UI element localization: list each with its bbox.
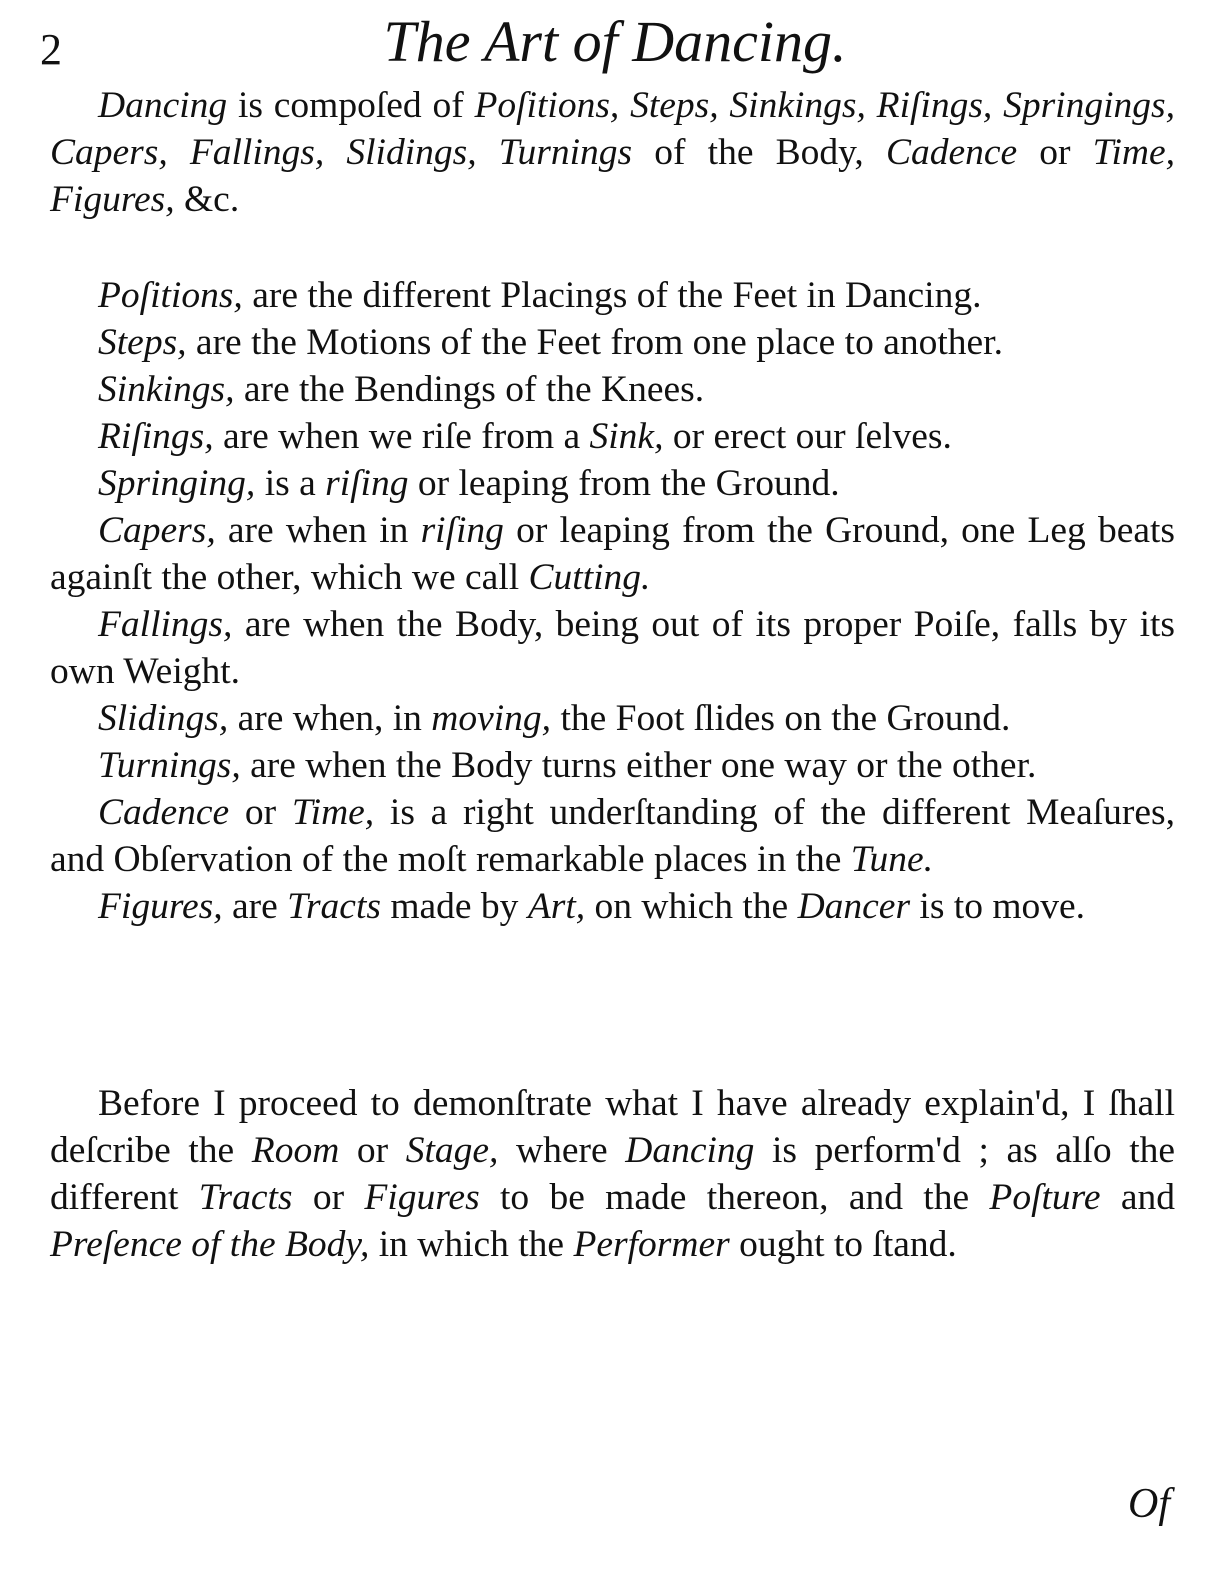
definition-term: Steps, xyxy=(98,322,187,363)
definition-term: riſing xyxy=(325,463,409,504)
page-number: 2 xyxy=(40,25,62,74)
definition-term: Sinkings, xyxy=(98,369,235,410)
definition-fallings xyxy=(50,601,1175,695)
definition-text: are xyxy=(222,886,288,927)
definition-figures xyxy=(50,883,1175,930)
definition-term: Turnings, xyxy=(98,745,241,786)
text-run: ought to ſtand. xyxy=(729,1224,957,1265)
term: Tracts xyxy=(198,1177,293,1218)
definition-text: is a right underſtanding of the different Meaſures, and Obſervation of the moſt remarkable places in the xyxy=(50,792,1175,880)
term: Time, Figures, xyxy=(50,132,1175,220)
definition-risings xyxy=(50,413,1175,460)
definition-steps xyxy=(50,319,1175,366)
definition-text: the Foot ſlides on the Ground. xyxy=(551,698,1011,739)
definition-text: or leaping from the Ground. xyxy=(408,463,840,504)
text-run: or xyxy=(292,1177,365,1218)
definition-text: are the different Placings of the Feet in Dancing. xyxy=(242,275,982,316)
definition-text: are the Motions of the Feet from one place to another. xyxy=(186,322,1003,363)
definition-term: Tracts xyxy=(287,886,381,927)
definition-text: is a xyxy=(255,463,326,504)
definition-term: Figures, xyxy=(98,886,223,927)
definition-capers xyxy=(50,507,1175,601)
definition-text: are when we riſe from a xyxy=(213,416,590,457)
text-run: to be made thereon, and the xyxy=(479,1177,990,1218)
term: Dancing xyxy=(98,85,228,126)
definition-term: Cadence xyxy=(98,792,230,833)
catchword: Of xyxy=(1128,1481,1170,1527)
term: Poſitions, Steps, Sinkings, Riſings, Springings, Capers, Fallings, Slidings, Turnings xyxy=(50,85,1175,173)
intro-paragraph xyxy=(50,82,1175,223)
definition-term: Sink, xyxy=(589,416,664,457)
definition-term: Springing, xyxy=(98,463,256,504)
text-run: of the Body, xyxy=(632,132,886,173)
definition-text: are when the Body turns either one way or the other. xyxy=(240,745,1037,786)
text-run: or xyxy=(339,1130,406,1171)
definition-term: Riſings, xyxy=(98,416,214,457)
term: Cadence xyxy=(885,132,1018,173)
text-run: or xyxy=(1017,132,1093,173)
definition-springing xyxy=(50,460,1175,507)
definition-term: Time, xyxy=(291,792,375,833)
text-run: where xyxy=(498,1130,626,1171)
term: Dancing xyxy=(625,1130,755,1171)
definition-sinkings xyxy=(50,366,1175,413)
text-run: in which the xyxy=(369,1224,574,1265)
definition-text: are when in xyxy=(215,510,421,551)
definition-text: or erect our ſelves. xyxy=(663,416,952,457)
closing-paragraph xyxy=(50,1080,1175,1268)
definition-term: Tune. xyxy=(850,839,934,880)
definition-text: are when the Body, being out of its proper Poiſe, falls by its own Weight. xyxy=(50,604,1175,692)
definition-text: or leaping from the Ground, one Leg beats againſt the other, which we call xyxy=(50,510,1176,598)
text-run: &c. xyxy=(174,179,240,220)
definition-slidings xyxy=(50,695,1175,742)
definition-text: made by xyxy=(380,886,528,927)
definition-term: Capers, xyxy=(98,510,216,551)
definition-text: are when, in xyxy=(228,698,432,739)
term: Figures xyxy=(364,1177,480,1218)
definition-term: moving, xyxy=(431,698,552,739)
text-run: is perform'd ; as alſo the different xyxy=(50,1130,1176,1218)
running-title: The Art of Dancing. xyxy=(383,9,847,74)
text-run: is compoſed of xyxy=(227,85,475,126)
term: Stage, xyxy=(405,1130,499,1171)
definition-term: Poſitions, xyxy=(98,275,243,316)
definition-text: are the Bendings of the Knees. xyxy=(234,369,705,410)
definition-text: on which the xyxy=(585,886,798,927)
definition-term: Art, xyxy=(527,886,586,927)
definition-term: Slidings, xyxy=(98,698,229,739)
term: Room xyxy=(251,1130,340,1171)
definition-term: Dancer xyxy=(797,886,911,927)
definition-positions xyxy=(50,272,1175,319)
text-run: Before I proceed to demonſtrate what I have already explain'd, I ſhall deſcribe the xyxy=(50,1083,1175,1171)
definition-text: is to move. xyxy=(910,886,1086,927)
definition-term: Cutting. xyxy=(528,557,651,598)
definition-cadence xyxy=(50,789,1175,883)
definition-text: or xyxy=(229,792,292,833)
definition-term: Fallings, xyxy=(98,604,233,645)
term: Poſture xyxy=(989,1177,1101,1218)
term: Preſence of the Body, xyxy=(50,1224,370,1265)
term: Performer xyxy=(573,1224,730,1265)
definition-term: riſing xyxy=(420,510,504,551)
text-run: and xyxy=(1100,1177,1175,1218)
definitions-list xyxy=(50,272,1175,930)
definition-turnings xyxy=(50,742,1175,789)
